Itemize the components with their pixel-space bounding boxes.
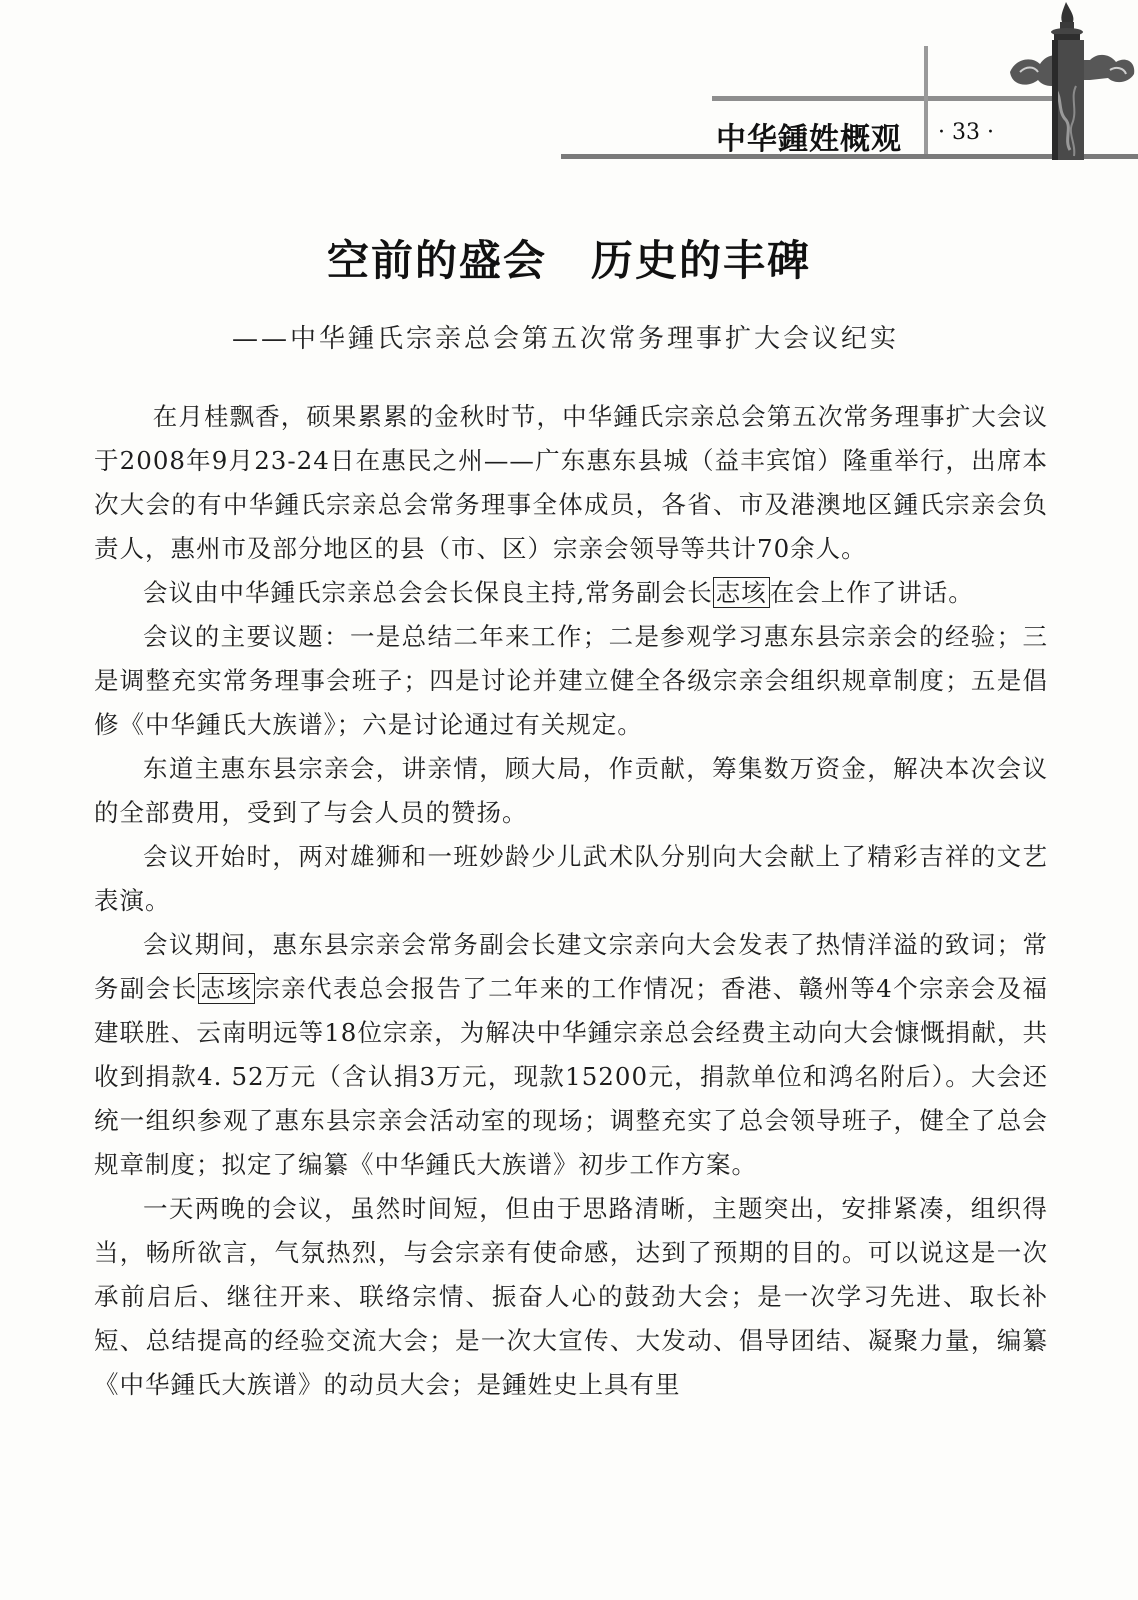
boxed-name: 志垓: [713, 577, 770, 608]
ornamental-pillar-icon: [1010, 0, 1138, 160]
boxed-name: 志垓: [198, 973, 256, 1004]
article-subtitle: ——中华鍾氏宗亲总会第五次常务理事扩大会议纪实: [232, 324, 900, 354]
paragraph-2-text-start: 会议由中华鍾氏宗亲总会会长保良主持,常务副会长: [143, 578, 713, 607]
paragraph-1: 在月桂飘香，硕果累累的金秋时节，中华鍾氏宗亲总会第五次常务理事扩大会议于2008年9月23-24日在惠民之州——广东惠东县城（益丰宾馆）隆重举行，出席本次大会的有中华鍾氏宗亲总会常务理事全体成员，各省、市及港澳地区鍾氏宗亲会负责人，惠州市及部分地区的县（市、区）宗亲会领导等共计70余人。: [94, 402, 1048, 563]
article-body: [94, 395, 1048, 1407]
paragraph-4: 东道主惠东县宗亲会，讲亲情，顾大局，作贡献，筹集数万资金，解决本次会议的全部费用，受到了与会人员的赞扬。: [94, 754, 1048, 827]
paragraph-6-text-end: 宗亲代表总会报告了二年来的工作情况；香港、赣州等4个宗亲会及福建联胜、云南明远等18位宗亲，为解决中华鍾宗亲总会经费主动向大会慷慨捐献，共收到捐款4. 52万元（含认捐3万元，现款15200元，捐款单位和鸿名附后）。大会还统一组织参观了惠东县宗亲会活动室的现场；调整充实了总会领导班子，健全了总会规章制度；拟定了编纂《中华鍾氏大族谱》初步工作方案。: [94, 974, 1049, 1179]
paragraph-2: [94, 571, 1048, 615]
paragraph-6: [94, 923, 1048, 1187]
paragraph-3: 会议的主要议题：一是总结二年来工作；二是参观学习惠东县宗亲会的经验；三是调整充实常务理事会班子；四是讨论并建立健全各级宗亲会组织规章制度；五是倡修《中华鍾氏大族谱》；六是讨论通过有关规定。: [94, 622, 1048, 739]
paragraph-6-text-start: 会议期间，惠东县宗亲会常务副会长建文宗亲向大会发表了热情洋溢的致词；常务副会长: [94, 930, 1048, 1003]
article-title: 空前的盛会 历史的丰碑: [326, 236, 811, 285]
page-number: · 33 ·: [938, 120, 994, 145]
header-rule-top: [712, 96, 1052, 101]
header-rule-vertical: [924, 46, 928, 158]
paragraph-5: 会议开始时，两对雄狮和一班妙龄少儿武术队分别向大会献上了精彩吉祥的文艺表演。: [94, 842, 1048, 915]
paragraph-2-text-end: 在会上作了讲话。: [769, 578, 974, 607]
running-header-title: 中华鍾姓概观: [716, 122, 902, 157]
paragraph-7: 一天两晚的会议，虽然时间短，但由于思路清晰，主题突出，安排紧凑，组织得当，畅所欲言，气氛热烈，与会宗亲有使命感，达到了预期的目的。可以说这是一次承前启后、继往开来、联络宗情、振奋人心的鼓劲大会；是一次学习先进、取长补短、总结提高的经验交流大会；是一次大宣传、大发动、倡导团结、凝聚力量，编纂《中华鍾氏大族谱》的动员大会；是鍾姓史上具有里: [94, 1194, 1048, 1399]
